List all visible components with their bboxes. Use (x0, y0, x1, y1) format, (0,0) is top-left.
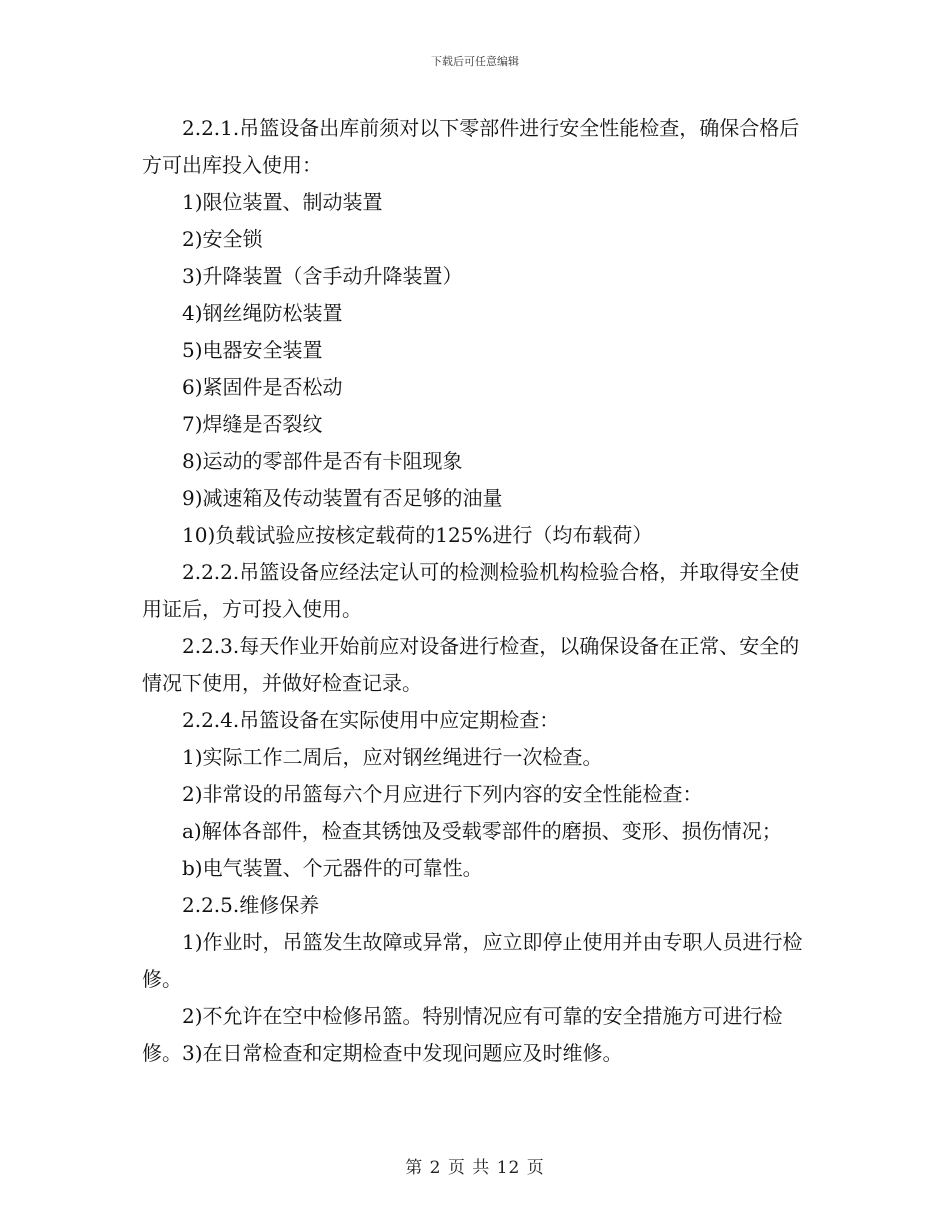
list-item-moving-parts: 8)运动的零部件是否有卡阻现象 (182, 449, 463, 473)
list-item-gearbox-oil: 9)减速箱及传动装置有否足够的油量 (182, 486, 503, 510)
list-item-fasteners: 6)紧固件是否松动 (182, 375, 343, 399)
page-number-footer: 第 2 页 共 12 页 (405, 1158, 545, 1178)
list-item-no-aerial-repair: 2)不允许在空中检修吊篮。特别情况应有可靠的安全措施方可进行检修。3)在日常检查和定期检查中发现问题应及时维修。 (142, 1004, 783, 1065)
paragraph-2-2-5: 2.2.5.维修保养 (182, 893, 320, 917)
list-item-six-month-check: 2)非常设的吊篮每六个月应进行下列内容的安全性能检查： (182, 782, 703, 806)
list-item-welds: 7)焊缝是否裂纹 (182, 412, 323, 436)
paragraph-2-2-2: 2.2.2.吊篮设备应经法定认可的检测检验机构检验合格，并取得安全使用证后，方可投入使用。 (142, 560, 800, 621)
paragraph-2-2-1: 2.2.1.吊篮设备出库前须对以下零部件进行安全性能检查，确保合格后方可出库投入使用： (142, 116, 800, 177)
list-item-limit-device: 1)限位装置、制动装置 (182, 190, 383, 214)
page-header-note: 下载后可任意编辑 (431, 55, 519, 68)
list-item-load-test: 10)负载试验应按核定载荷的125%进行（均布载荷） (182, 523, 653, 547)
sub-item-electrical-reliability: b)电气装置、个元器件的可靠性。 (182, 856, 483, 880)
list-item-wire-rope-anti-loosening: 4)钢丝绳防松装置 (182, 301, 343, 325)
list-item-lifting-device: 3)升降装置（含手动升降装置） (182, 264, 463, 288)
paragraph-2-2-3: 2.2.3.每天作业开始前应对设备进行检查，以确保设备在正常、安全的情况下使用，并做好检查记录。 (142, 634, 800, 695)
list-item-safety-lock: 2)安全锁 (182, 227, 263, 251)
list-item-fault-repair: 1)作业时，吊篮发生故障或异常，应立即停止使用并由专职人员进行检修。 (142, 930, 803, 991)
sub-item-disassembly-check: a)解体各部件，检查其锈蚀及受载零部件的磨损、变形、损伤情况； (182, 819, 782, 843)
list-item-electrical-safety: 5)电器安全装置 (182, 338, 323, 362)
document-body (142, 110, 807, 1072)
paragraph-2-2-4: 2.2.4.吊篮设备在实际使用中应定期检查： (182, 708, 560, 732)
list-item-two-week-check: 1)实际工作二周后，应对钢丝绳进行一次检查。 (182, 745, 603, 769)
